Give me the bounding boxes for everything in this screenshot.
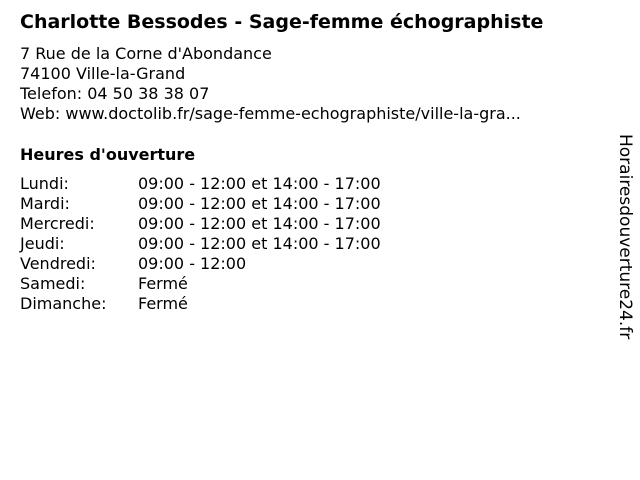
- hours-row-thursday: [20, 234, 381, 254]
- website-link: Web: www.doctolib.fr/sage-femme-echographiste/ville-la-gra...: [20, 104, 521, 123]
- phone-number: Telefon: 04 50 38 38 07: [20, 84, 210, 103]
- hours-row-monday: [20, 174, 381, 194]
- hours-row-wednesday: [20, 214, 381, 234]
- opening-hours-table: [20, 174, 381, 314]
- day-hours: Fermé: [138, 274, 188, 293]
- day-label: Lundi:: [20, 174, 69, 193]
- day-label: Mardi:: [20, 194, 70, 213]
- hours-row-saturday: [20, 274, 381, 294]
- hours-row-sunday: [20, 294, 381, 314]
- day-hours: 09:00 - 12:00: [138, 254, 247, 273]
- day-hours: 09:00 - 12:00 et 14:00 - 17:00: [138, 194, 381, 213]
- day-hours: Fermé: [138, 294, 188, 313]
- hours-row-tuesday: [20, 194, 381, 214]
- listing-title: Charlotte Bessodes - Sage-femme échographiste: [20, 11, 544, 33]
- address-city: 74100 Ville-la-Grand: [20, 64, 186, 83]
- day-label: Jeudi:: [20, 234, 65, 253]
- opening-hours-heading: Heures d'ouverture: [20, 145, 196, 164]
- site-watermark-text: Horairesdouverture24.fr: [615, 134, 635, 340]
- day-label: Samedi:: [20, 274, 86, 293]
- site-watermark: [612, 134, 636, 370]
- day-hours: 09:00 - 12:00 et 14:00 - 17:00: [138, 234, 381, 253]
- hours-row-friday: [20, 254, 381, 274]
- contact-info: [20, 44, 521, 124]
- day-label: Dimanche:: [20, 294, 107, 313]
- address-street: 7 Rue de la Corne d'Abondance: [20, 44, 272, 63]
- day-hours: 09:00 - 12:00 et 14:00 - 17:00: [138, 174, 381, 193]
- day-label: Mercredi:: [20, 214, 95, 233]
- day-hours: 09:00 - 12:00 et 14:00 - 17:00: [138, 214, 381, 233]
- day-label: Vendredi:: [20, 254, 96, 273]
